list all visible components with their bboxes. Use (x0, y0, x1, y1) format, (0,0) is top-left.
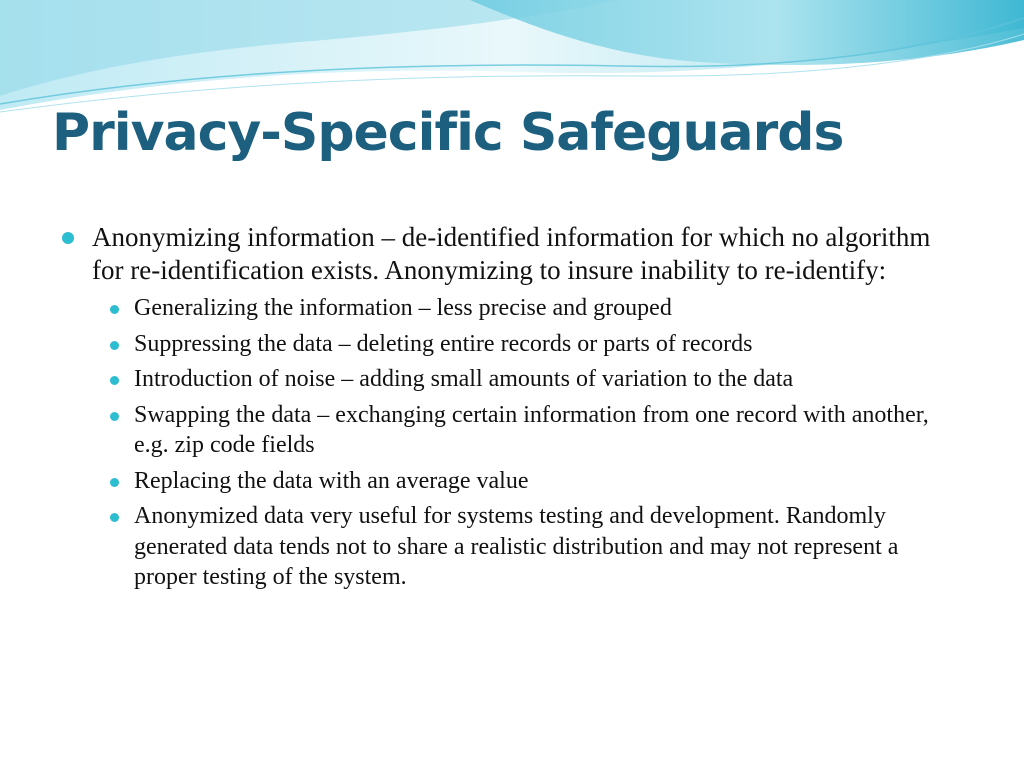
sub-bullet-item (134, 501, 962, 593)
sub-bullet-item (134, 364, 962, 395)
main-bullet (62, 221, 962, 287)
bullet-dot-icon (110, 376, 119, 385)
header-wave-decoration (0, 0, 1024, 120)
bullet-dot-icon (110, 412, 119, 421)
sub-bullet-text: Replacing the data with an average value (134, 467, 529, 494)
sub-bullet-text: Suppressing the data – deleting entire records or parts of records (134, 330, 753, 357)
slide-title: Privacy-Specific Safeguards (52, 103, 844, 163)
bullet-dot-icon (110, 341, 119, 350)
bullet-dot-icon (110, 513, 119, 522)
slide-body (62, 221, 962, 598)
sub-bullet-item (134, 293, 962, 324)
sub-bullet-item (134, 466, 962, 497)
sub-bullet-text: Introduction of noise – adding small amounts of variation to the data (134, 366, 794, 392)
bullet-dot-icon (110, 478, 119, 487)
bullet-dot-icon (62, 232, 74, 244)
main-bullet-text: Anonymizing information – de-identified information for which no algorithm for re-identification exists. Anonymizing to insure inability to re-identify: (92, 222, 931, 285)
sub-bullet-item (134, 329, 962, 360)
sub-bullet-text: Swapping the data – exchanging certain information from one record with another, e.g. zip code fields (134, 401, 929, 458)
sub-bullet-text: Anonymized data very useful for systems testing and development. Randomly generated data tends not to share a realistic distribution and may not represent a proper testing of the system. (134, 503, 899, 590)
sub-bullet-text: Generalizing the information – less precise and grouped (134, 295, 672, 321)
sub-bullet-list (62, 293, 962, 593)
sub-bullet-item (134, 400, 962, 461)
bullet-dot-icon (110, 305, 119, 314)
